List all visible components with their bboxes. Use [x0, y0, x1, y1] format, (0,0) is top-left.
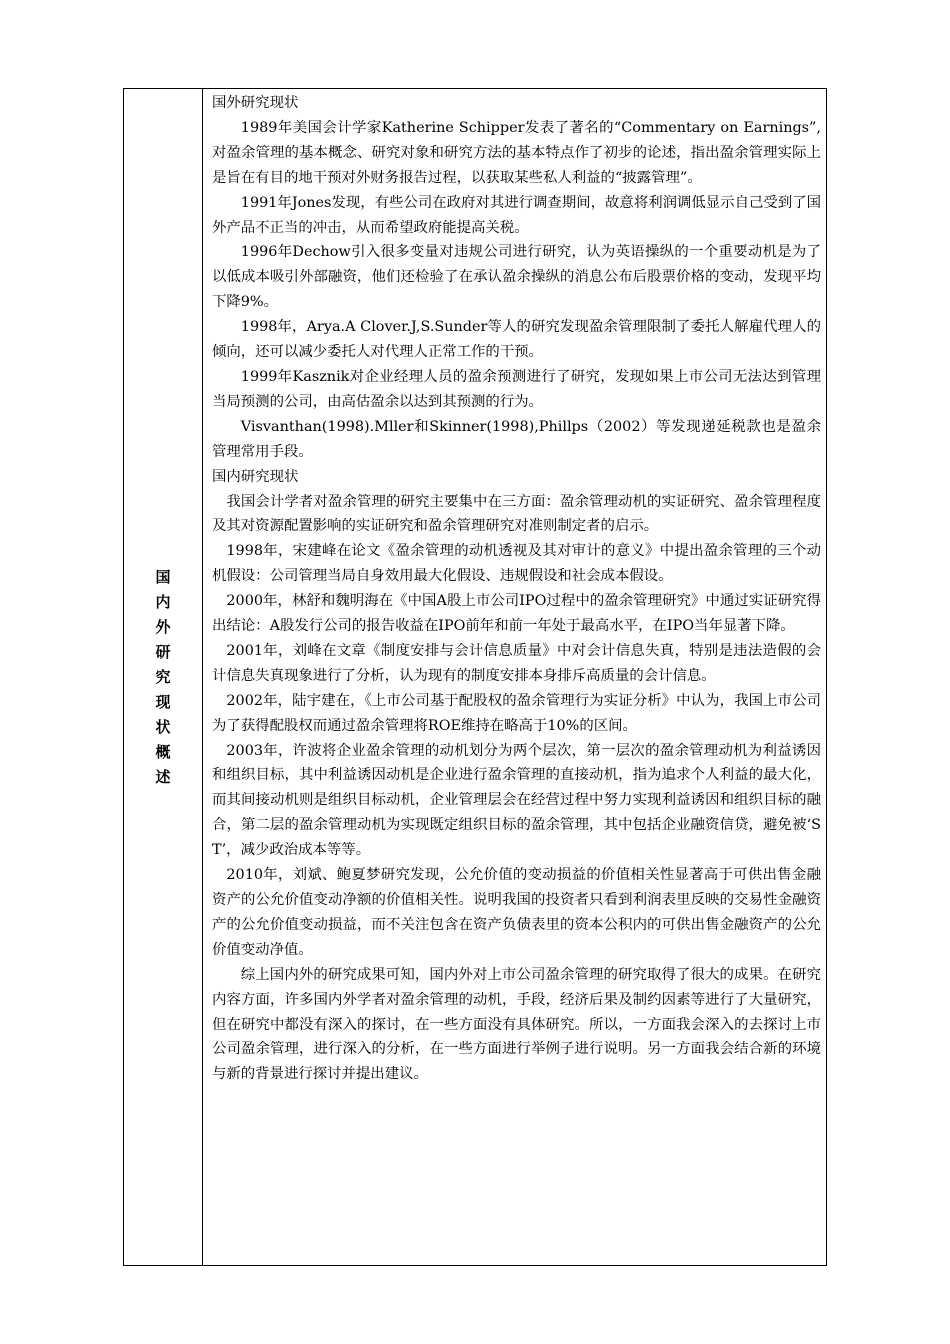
domestic-paragraph: 1998年，宋建峰在论文《盈余管理的动机透视及其对审计的意义》中提出盈余管理的三个动机假设：公司管理当局自身效用最大化假设、违规假设和社会成本假设。: [212, 543, 821, 585]
section-label: [155, 565, 170, 790]
foreign-paragraph: 1998年，Arya.A Clover.J,S.Sunder等人的研究发现盈余管理限制了委托人解雇代理人的倾向，还可以减少委托人对代理人正常工作的干预。: [212, 319, 821, 361]
section-label-char: 状: [155, 717, 171, 736]
foreign-paragraph: 1991年Jones发现，有些公司在政府对其进行调查期间，故意将利润调低显示自己受到了国外产品不正当的冲击，从而希望政府能提高关税。: [212, 194, 821, 236]
domestic-paragraph: 2010年，刘斌、鲍夏梦研究发现，公允价值的变动损益的价值相关性显著高于可供出售金融资产的公允价值变动净额的价值相关性。说明我国的投资者只看到利润表里反映的交易性金融资产的公允价值变动损益，而不关注包含在资产负债表里的资本公积内的可供出售金融资产的公允价值变动净值。: [212, 867, 821, 958]
section-label-char: 国: [155, 567, 171, 586]
section-label-char: 研: [155, 642, 171, 661]
research-overview-table: [123, 88, 827, 1266]
section-label-char: 究: [155, 667, 171, 686]
domestic-paragraph: 2003年，许波将企业盈余管理的动机划分为两个层次，第一层次的盈余管理动机为利益诱因和组织目标，其中利益诱因动机是企业进行盈余管理的直接动机，指为追求个人利益的最大化，而其间接动机则是组织目标动机，企业管理层会在经营过程中努力实现利益诱因和组织目标的融合，第二层的盈余管理动机为实现既定组织目标的盈余管理，其中包括企业融资信贷，避免被‘ST’，减少政治成本等等。: [212, 742, 821, 859]
section-label-char: 现: [155, 692, 171, 711]
foreign-paragraph: 1999年Kasznik对企业经理人员的盈余预测进行了研究，发现如果上市公司无法达到管理当局预测的公司，由高估盈余以达到其预测的行为。: [212, 368, 821, 410]
foreign-heading: 国外研究现状: [212, 95, 299, 111]
section-label-char: 述: [155, 767, 171, 786]
domestic-paragraph: 2000年，林舒和魏明海在《中国A股上市公司IPO过程中的盈余管理研究》中通过实证研究得出结论：A股发行公司的报告收益在IPO前年和前一年处于最高水平，在IPO当年显著下降。: [212, 593, 821, 635]
section-label-char: 外: [155, 617, 171, 636]
domestic-paragraph: 2002年，陆宇建在，《上市公司基于配股权的盈余管理行为实证分析》中认为，我国上市公司为了获得配股权而通过盈余管理将ROE维持在略高于10%的区间。: [212, 692, 821, 734]
foreign-paragraph: 1989年美国会计学家Katherine Schipper发表了著名的“Commentary on Earnings”,对盈余管理的基本概念、研究对象和研究方法的基本特点作了初步的论述，指出盈余管理实际上是旨在有目的地干预对外财务报告过程，以获取某些私人利益的“披露管理”。: [212, 119, 821, 186]
section-label-char: 概: [155, 742, 171, 761]
section-label-cell: [124, 89, 203, 1265]
domestic-paragraph: 我国会计学者对盈余管理的研究主要集中在三方面：盈余管理动机的实证研究、盈余管理程度及其对资源配置影响的实证研究和盈余管理研究对准则制定者的启示。: [212, 493, 821, 535]
content-cell: [203, 89, 826, 1265]
conclusion-paragraph: 综上国内外的研究成果可知，国内外对上市公司盈余管理的研究取得了很大的成果。在研究内容方面，许多国内外学者对盈余管理的动机，手段，经济后果及制约因素等进行了大量研究，但在研究中都没有深入的探讨，在一些方面没有具体研究。所以，一方面我会深入的去探讨上市公司盈余管理，进行深入的分析，在一些方面进行举例子进行说明。另一方面我会结合新的环境与新的背景进行探讨并提出建议。: [212, 966, 821, 1083]
domestic-heading: 国内研究现状: [212, 468, 299, 485]
domestic-paragraph: 2001年，刘峰在文章《制度安排与会计信息质量》中对会计信息失真，特别是违法造假的会计信息失真现象进行了分析，认为现有的制度安排本身排斥高质量的会计信息。: [212, 642, 821, 684]
section-label-char: 内: [155, 592, 171, 611]
foreign-paragraph: Visvanthan(1998).Mller和Skinner(1998),Phillps（2002）等发现递延税款也是盈余管理常用手段。: [212, 418, 821, 460]
foreign-paragraph: 1996年Dechow引入很多变量对违规公司进行研究，认为英语操纵的一个重要动机是为了以低成本吸引外部融资，他们还检验了在承认盈余操纵的消息公布后股票价格的变动，发现平均下降9%。: [212, 244, 821, 311]
